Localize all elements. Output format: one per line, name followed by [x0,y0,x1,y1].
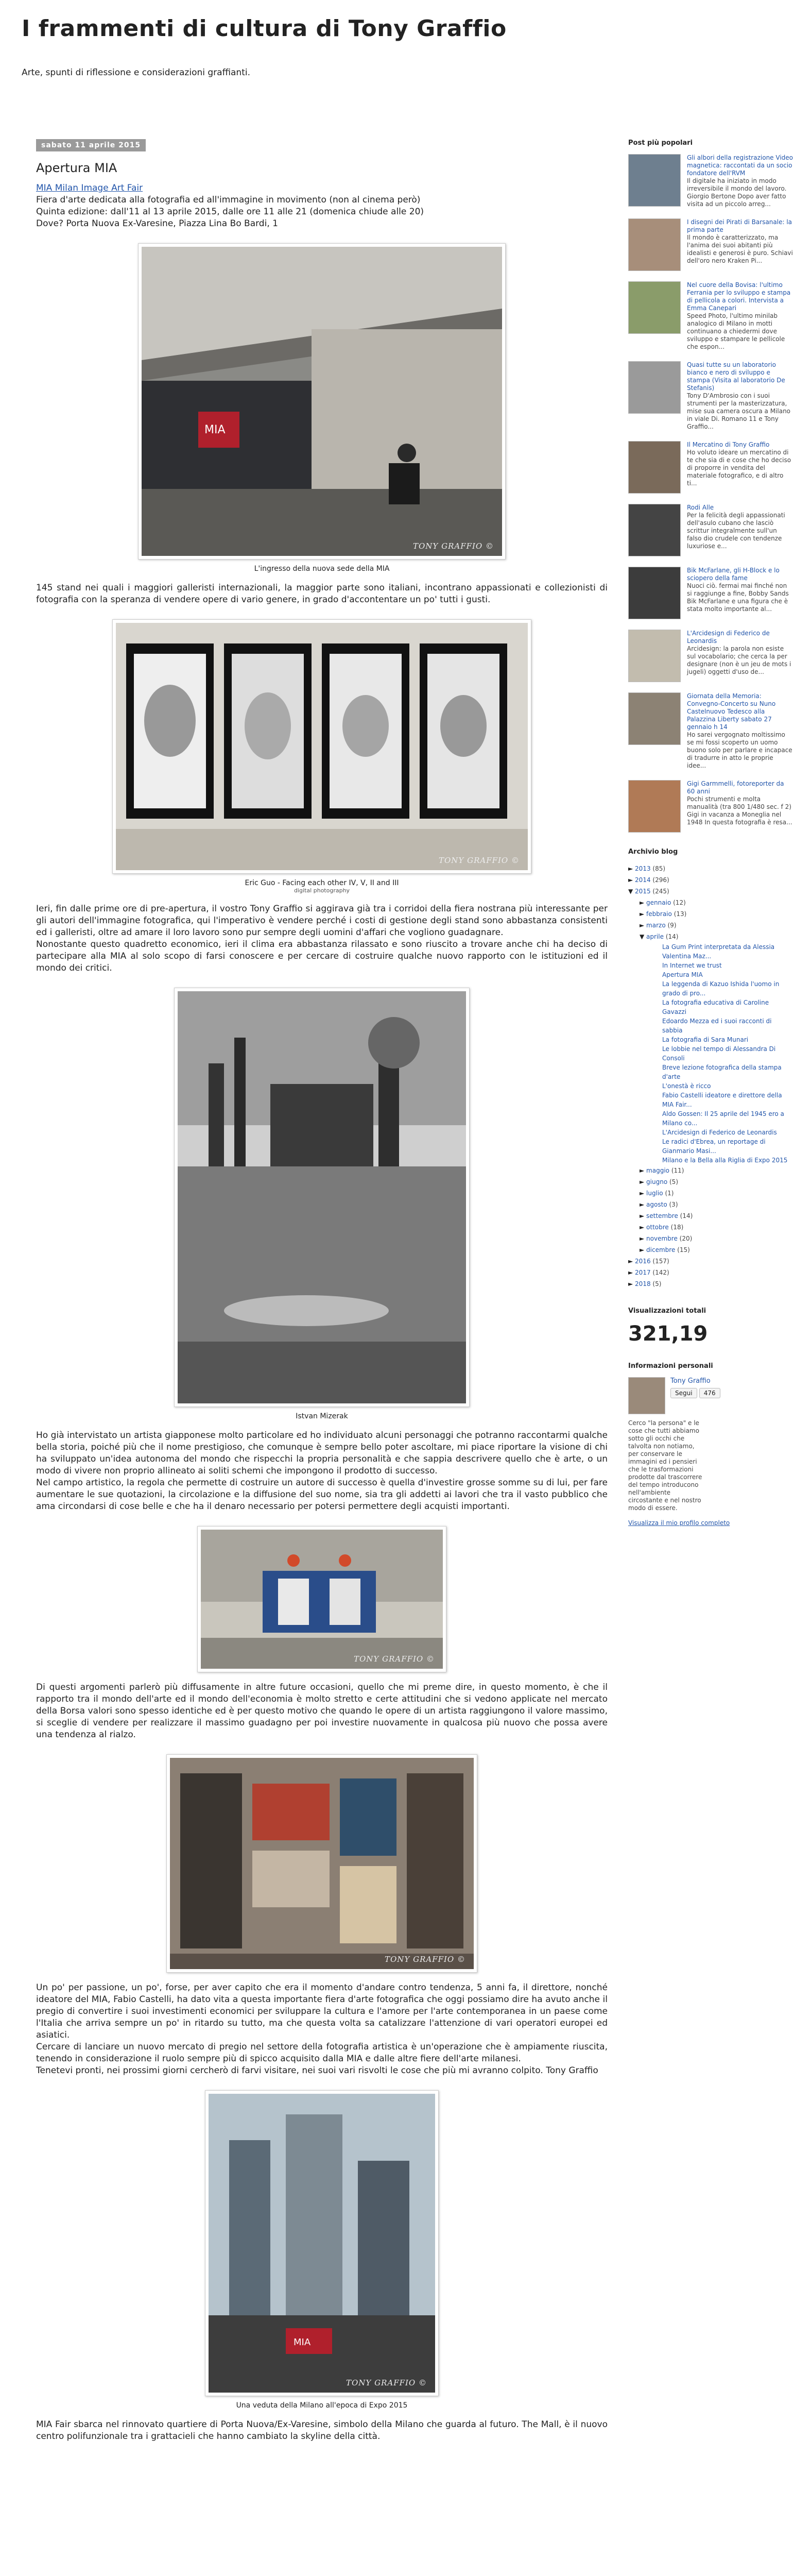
popular-excerpt: Pochi strumenti e molta manualità (tra 800 1/480 sec. f 2) Gigi in vacanza a Moneglia nel 1948 In questa fotografia è resa... [687,795,792,826]
archive-post-link[interactable]: La fotografia di Sara Munari [662,1036,749,1043]
archive-month-label[interactable]: luglio [646,1190,663,1197]
popular-post[interactable] [628,630,793,682]
archive-month[interactable]: ► giugno (5) [640,1178,678,1185]
archive-month-count: (20) [679,1235,693,1242]
popular-title[interactable]: L'Arcidesign di Federico de Leonardis [687,630,770,645]
archive-post-link[interactable]: La Gum Print interpretata da Alessia Valentina Maz... [662,943,775,960]
figure-gallery [36,1754,608,1973]
archive-year[interactable]: ► 2016 (157) [628,1258,669,1265]
popular-post[interactable] [628,281,793,351]
archive-year-label[interactable]: 2016 [635,1258,651,1265]
archive-month-label[interactable]: dicembre [646,1246,676,1253]
archive-month[interactable]: ► settembre (14) [640,1212,693,1219]
post-title[interactable]: Apertura MIA [36,161,117,175]
archive-year-count: (5) [652,1280,662,1287]
popular-post[interactable] [628,218,793,271]
archive-year-count: (142) [652,1269,669,1276]
paragraph-9: Tenetevi pronti, nei prossimi giorni cercherò di farvi visitare, nei suoi vari risvolti le cose che più mi avranno colpito. Tony Graffio [36,2065,598,2076]
intro-line-1: Fiera d'arte dedicata alla fotografia ed all'immagine in movimento (non al cinema però) [36,195,421,205]
archive-month-count: (3) [669,1201,678,1208]
archive-year-label[interactable]: 2017 [635,1269,651,1276]
archive-month-label[interactable]: novembre [646,1235,678,1242]
photo-gallery[interactable] [166,1754,477,1973]
paragraph-1: 145 stand nei quali i maggiori galleristi internazionali, la maggior parte sono italiani, incontrano appassionati e collezionisti di fotografia con la speranza di vendere opere di vario genere, in grado d'accontentare un po' tutti i gusti. [36,583,608,605]
popular-thumb[interactable] [628,441,681,494]
popular-excerpt: Speed Photo, l'ultimo minilab analogico di Milano in motti continuano a chiedermi dove sviluppo e stampare le pellicole che espon... [687,312,785,350]
archive-month[interactable]: ► gennaio (12) [640,899,686,906]
popular-title[interactable]: I disegni dei Pirati di Barsanale: la prima parte [687,218,792,233]
archive-month-label[interactable]: agosto [646,1201,667,1208]
eric-guo-photo-image [116,623,528,870]
svg-text:MIA: MIA [204,423,226,436]
popular-post[interactable] [628,361,793,431]
popular-title[interactable]: Il Mercatino di Tony Graffio [687,441,770,448]
archive-month-count: (14) [665,933,679,940]
watermark-entrance: TONY GRAFFIO © [412,541,494,551]
archive-month-label[interactable]: settembre [646,1212,678,1219]
archive-post-link[interactable]: Milano e la Bella alla Riglia di Expo 2015 [662,1157,788,1164]
post-column [36,139,608,2443]
archive-month[interactable]: ► maggio (11) [640,1167,684,1174]
archive-month-label[interactable]: febbraio [646,910,672,918]
intro-line-3: Dove? Porta Nuova Ex-Varesine, Piazza Lina Bo Bardi, 1 [36,218,278,229]
popular-thumb[interactable] [628,504,681,556]
profile-block [628,1377,793,1414]
archive-month-label[interactable]: aprile [646,933,664,940]
archive-year[interactable]: ► 2013 (85) [628,865,666,872]
follow-row [670,1388,720,1398]
watermark-installation: TONY GRAFFIO © [353,1654,435,1664]
popular-title[interactable]: Nel cuore della Bovisa: l'ultimo Ferrania per lo sviluppo e stampa di pellicola a colori. Intervista a Emma Canepari [687,281,791,312]
archive-year[interactable]: ► 2014 (296) [628,876,669,884]
event-link[interactable]: MIA Milan Image Art Fair [36,183,143,193]
popular-post[interactable] [628,154,793,208]
popular-post[interactable] [628,692,793,770]
photo-eric-guo[interactable] [112,619,531,874]
archive-month-label[interactable]: ottobre [646,1224,669,1231]
popular-excerpt: Ho sarei vergognato moltissimo se mi fossi scoperto un uomo buono solo per parlare e incapace di tradurre in atto le proprie idee... [687,731,792,769]
archive-year-label[interactable]: 2014 [635,876,651,884]
paragraph-8: Cercare di lanciare un nuovo mercato di pregio nel settore della fotografia artistica è un'operazione che è ampiamente riuscita, tenendo in considerazione il ruolo sempre più di spicco acquisito dalla MIA e dalle altre fiere dell'arte milanesi. [36,2042,608,2064]
subcaption-eric-guo: digital photography [294,887,350,894]
popular-title[interactable]: Giornata della Memoria: Convegno-Concerto su Nuno Castelnuovo Tedesco alla Palazzina Liberty sabato 27 gennaio h 14 [687,692,776,731]
popular-excerpt: Tony D'Ambrosio con i suoi strumenti per la masterizzatura, mise sua camera oscura a Milano in viale Di. Romano 11 e Tony Graffio... [687,392,791,430]
popular-post[interactable] [628,567,793,619]
post-date: sabato 11 aprile 2015 [36,139,146,151]
figure-skyline [36,2090,608,2410]
popular-excerpt: Il digitale ha iniziato in modo irreversibile il mondo del lavoro. Giorgio Bertone Dopo aver fatto visita ad un piccolo arreg... [687,177,787,208]
archive-month-label[interactable]: giugno [646,1178,668,1185]
popular-excerpt: Il mondo è caratterizzato, ma l'anima dei suoi abitanti più idealisti e generosi è puro. Schiavi dell'oro nero Kraken Pi... [687,234,793,264]
archive-year[interactable]: ► 2018 (5) [628,1280,662,1287]
archive-year-label[interactable]: 2015 [635,888,651,895]
popular-title[interactable]: Rodi Alle [687,504,714,511]
svg-text:MIA: MIA [294,2337,311,2348]
popular-title[interactable]: Gigi Garmmelli, fotoreporter da 60 anni [687,780,784,795]
archive-post-link[interactable]: Le lobbie nel tempo di Alessandra Di Consoli [662,1045,776,1062]
skyline-photo-image [209,2094,435,2393]
installation-photo-image [201,1530,443,1669]
archive-year-count: (85) [652,865,666,872]
figure-eric-guo [36,619,608,894]
archive-heading: Archivio blog [628,848,678,856]
profile-name[interactable]: Tony Graffio [670,1377,711,1385]
blog-archive [628,863,793,1290]
archive-year[interactable]: ▼ 2015 (245) [628,888,669,895]
follow-button[interactable]: Segui [670,1388,697,1398]
archive-post-link[interactable]: In Internet we trust [662,962,722,969]
gallery-photo-image [170,1758,474,1969]
archive-year-label[interactable]: 2013 [635,865,651,872]
popular-thumb[interactable] [628,218,681,271]
archive-month-label[interactable]: gennaio [646,899,671,906]
archive-post-link[interactable]: Aldo Gossen: Il 25 aprile del 1945 ero a Milano co... [662,1110,784,1127]
archive-year-label[interactable]: 2018 [635,1280,651,1287]
archive-year-count: (157) [652,1258,669,1265]
blog-description: Arte, spunti di riflessione e considerazioni graffianti. [22,67,251,78]
archive-post-link[interactable]: Fabio Castelli ideatore e direttore della MIA Fair... [662,1092,782,1108]
archive-month[interactable]: ► dicembre (15) [640,1246,690,1253]
paragraph-2: Ieri, fin dalle prime ore di pre-apertura, il vostro Tony Graffio si aggirava già tra i corridoi della fiera nostrana più interessante per gli autori dell'immagine fotografica, qui l'imperativo è vendere perché i costi di gestione degli stand sono abbastanza consistenti ed i galleristi, oltre ad amare il loro lavoro sono pur sempre degli uomini d'affari che vogliono guadagnare. [36,904,608,938]
archive-month[interactable]: ► luglio (1) [640,1190,674,1197]
archive-post-link[interactable]: La leggenda di Kazuo Ishida l'uomo in grado di pro... [662,980,780,997]
archive-month-count: (18) [670,1224,684,1231]
popular-thumb[interactable] [628,154,681,207]
archive-month-count: (15) [677,1246,690,1253]
avatar[interactable] [628,1377,665,1414]
paragraph-7: Un po' per passione, un po', forse, per aver capito che era il momento d'andare contro tendenza, 5 anni fa, il direttore, nonché ideatore del MIA, Fabio Castelli, ha dato vita a questa importante fiera d'arte fotografica che oggi possiamo dire ha avuto anche il pregio di convertire i suoi investimenti economici per sviluppare la cultura e l'amore per l'arte contemporanea in un paese come l'Italia che arriva sempre un po' in ritardo su tutto, ma che questa volta sa catalizzare l'attenzione di vari operatori europei ed asiatici. [36,1982,608,2040]
archive-month-count: (9) [667,922,677,929]
figure-mizerak [36,988,608,1420]
profile-text: Cerco "la persona" e le cose che tutti abbiamo sotto gli occhi che talvolta non notiamo, per conservare le immagini ed i pensieri che le trasformazioni prodotte dal trascorrere del tempo introducono nell'ambiente circostante e nel nostro modo di essere. [628,1419,702,1512]
paragraph-4: Ho già intervistato un artista giapponese molto particolare ed ho individuato alcuni personaggi che potranno raccontarmi qualche bella storia, poiché più che il nome prestigioso, che comunque è sempre bello poter ascoltare, mi piace riportare la visione di chi ha sviluppato un'idea autonoma del mondo che rispecchi la propria personalità e che sappia descrivere quello che è arte, o un modo di vivere non proprio allineato ai soliti schemi che impongono il prodotto di successo. [36,1430,608,1476]
figure-entrance [36,243,608,573]
blog-title[interactable]: I frammenti di cultura di Tony Graffio [22,15,507,42]
watermark-eric-guo: TONY GRAFFIO © [438,856,520,865]
archive-month[interactable]: ► febbraio (13) [640,910,687,918]
popular-thumb[interactable] [628,567,681,619]
archive-month[interactable]: ► agosto (3) [640,1201,678,1208]
sidebar [628,139,793,1527]
archive-month-count: (5) [669,1178,678,1185]
archive-month-count: (1) [665,1190,674,1197]
mizerak-photo-image [178,991,466,1403]
archive-post-link[interactable]: L'onestà è ricco [662,1082,711,1090]
popular-excerpt: Nuoci ciò. fermai mai finché non si raggiunge a fine, Bobby Sands Bik McFarlane e una figura che è stata molto importante al... [687,582,789,613]
watermark-gallery: TONY GRAFFIO © [384,1955,465,1964]
popular-thumb[interactable] [628,281,681,334]
archive-month-label[interactable]: maggio [646,1167,669,1174]
popular-excerpt: Per la felicità degli appassionati dell'asulo cubano che lasciò scrittur integralmente sull'un falso dio crudele con tendenze luxuriose e... [687,512,785,550]
photo-entrance[interactable] [138,243,506,560]
popular-thumb[interactable] [628,780,681,833]
archive-month[interactable]: ► novembre (20) [640,1235,693,1242]
figure-installation [36,1526,608,1672]
popular-thumb[interactable] [628,692,681,745]
archive-post-link[interactable]: Le radici d'Ebrea, un reportage di Gianmario Masi... [662,1138,766,1155]
archive-month-label[interactable]: marzo [646,922,666,929]
archive-month-open[interactable]: ▼ aprile (14) [640,933,679,940]
popular-post[interactable] [628,504,793,556]
caption-eric-guo: Eric Guo - Facing each other IV, V, II and III [245,879,399,887]
paragraph-3: Nonostante questo quadretto economico, ieri il clima era abbastanza rilassato e sono riuscito a trovare anche chi ha deciso di partecipare alla MIA al solo scopo di farsi conoscere e per cercare di costruire qualche nuovo rapporto con le istituzioni ed il mondo dei critici. [36,939,608,973]
popular-thumb[interactable] [628,630,681,682]
archive-post-link[interactable]: Edoardo Mezza ed i suoi racconti di sabbia [662,1018,772,1034]
archive-month-count: (14) [680,1212,693,1219]
profile-heading: Informazioni personali [628,1362,713,1370]
archive-month[interactable]: ► ottobre (18) [640,1224,684,1231]
blog-header [22,15,784,78]
archive-post-link[interactable]: L'Arcidesign di Federico de Leonardis [662,1129,777,1136]
archive-year[interactable]: ► 2017 (142) [628,1269,669,1276]
archive-post-link[interactable]: Apertura MIA [662,971,703,978]
popular-title[interactable]: Bik McFarlane, gli H-Block e lo sciopero della fame [687,567,780,582]
archive-year-count: (245) [652,888,669,895]
watermark-skyline: TONY GRAFFIO © [346,2378,427,2387]
archive-post-link[interactable]: Breve lezione fotografica della stampa d'arte [662,1064,782,1080]
profile-link[interactable]: Visualizza il mio profilo completo [628,1519,730,1527]
archive-year-count: (296) [652,876,669,884]
popular-excerpt: Ho voluto ideare un mercatino di te che sia di e cose che ho deciso di proporre in vendita del materiale fotografico, e di altro ti... [687,449,791,487]
popular-heading: Post più popolari [628,139,693,147]
popular-title[interactable]: Gli albori della registrazione Video magnetica: raccontati da un socio fondatore dell'RVM [687,154,793,177]
caption-mizerak: Istvan Mizerak [296,1412,348,1420]
archive-month-count: (13) [674,910,687,918]
visits-heading: Visualizzazioni totali [628,1307,706,1315]
archive-month[interactable]: ► marzo (9) [640,922,677,929]
popular-post[interactable] [628,780,793,833]
photo-mizerak[interactable] [174,988,470,1407]
photo-skyline[interactable] [205,2090,439,2396]
popular-title[interactable]: Quasi tutte su un laboratorio bianco e nero di sviluppo e stampa (Visita al laboratorio De Stefanis) [687,361,785,392]
intro-line-2: Quinta edizione: dall'11 al 13 aprile 2015, dalle ore 11 alle 21 (domenica chiude alle 20) [36,207,424,217]
archive-post-link[interactable]: La fotografia educativa di Caroline Gavazzi [662,999,769,1015]
follow-count: 476 [699,1388,720,1398]
archive-month-count: (11) [671,1167,684,1174]
popular-post[interactable] [628,441,793,494]
photo-installation[interactable] [197,1526,446,1672]
archive-month-count: (12) [673,899,686,906]
paragraph-5: Nel campo artistico, la regola che permette di costruire un autore di successo è quella d'investire grosse somme su di lui, per fare aumentare le sue quotazioni, la circolazione e la diffusione del suo nome, sia tra gli addetti ai lavori che tra il vasto pubblico che ama circondarsi di cose belle e che ha il denaro necessario per potersi permettere degli acquisti importanti. [36,1478,608,1512]
entrance-photo-image [142,247,502,556]
caption-skyline: Una veduta della Milano all'epoca di Expo 2015 [236,2401,408,2410]
popular-excerpt: Arcidesign: la parola non esiste sul vocabolario; che cerca la per designare (non è un jeu de mots i jugeli) oggetti d'uso de... [687,645,791,675]
popular-thumb[interactable] [628,361,681,414]
visits-counter: 321,19 [628,1322,708,1346]
paragraph-6: Di questi argomenti parlerò più diffusamente in altre future occasioni, quello che mi preme dire, in questo momento, è che il rapporto tra il mondo dell'arte ed il mondo dell'economia è molto stretto e certe attitudini che si vedono applicate nel mercato della Borsa valori sono spesso identiche ed è per questo motivo che quando le opere di un artista raggiungono il valore massimo, si sceglie di vendere per realizzare il massimo guadagno per poi investire nuovamente in qualcosa più nuovo che possa avere una tendenza al rialzo. [36,1682,608,1740]
paragraph-10: MIA Fair sbarca nel rinnovato quartiere di Porta Nuova/Ex-Varesine, simbolo della Milano che guarda al futuro. The Mall, è il nuovo centro polifunzionale tra i grattacieli che hanno cambiato la skyline della città. [36,2419,608,2442]
caption-entrance: L'ingresso della nuova sede della MIA [254,565,390,573]
